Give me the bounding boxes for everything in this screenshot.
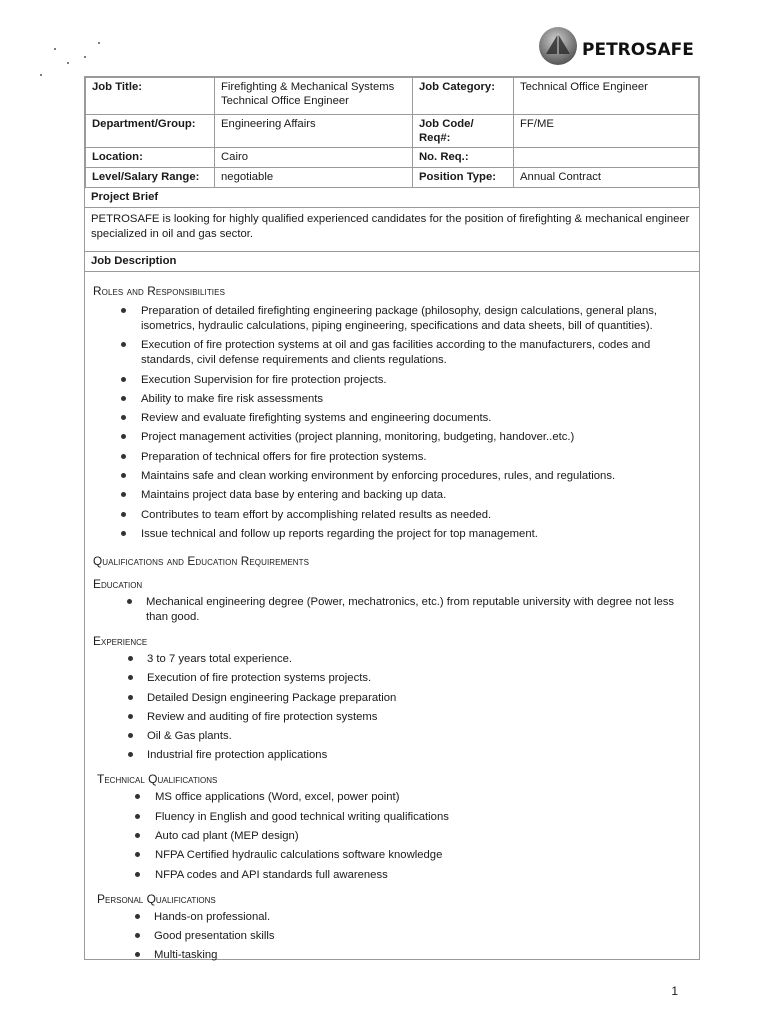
scan-speck <box>54 48 56 50</box>
list-item-text: Execution of fire protection systems projects. <box>147 672 372 685</box>
job-title-label: Job Title: <box>86 78 215 115</box>
list-item <box>91 469 693 484</box>
list-item-text: NFPA codes and API standards full awareness <box>155 868 388 881</box>
list-item-text: Execution of fire protection systems at oil and gas facilities according to the manufacturers, codes and standards, civil defense requirements and clients regulations. <box>141 339 651 367</box>
bullet-icon <box>121 512 126 517</box>
bullet-icon <box>121 342 126 347</box>
education-list <box>91 595 693 625</box>
bullet-icon <box>128 752 133 757</box>
qualifications-heading: Qualifications and Education Requirements <box>93 553 310 568</box>
list-item <box>91 691 693 706</box>
list-item <box>91 710 693 725</box>
no-req-label: No. Req.: <box>413 148 514 168</box>
technical-list <box>91 790 693 882</box>
list-item-text: Ability to make fire risk assessments <box>141 392 324 405</box>
list-item-text: 3 to 7 years total experience. <box>147 652 293 665</box>
bullet-icon <box>135 833 140 838</box>
petrosafe-logo-mark-icon <box>536 24 580 68</box>
bullet-icon <box>135 814 140 819</box>
list-item-text: Good presentation skills <box>154 929 275 942</box>
department-label: Department/Group: <box>86 115 215 148</box>
job-posting-frame <box>84 76 700 960</box>
list-item-text: Preparation of detailed firefighting engineering package (philosophy, design calculations, general plans, isometrics, hydraulic calculations, piping engineering, specifications and data sheets, bill of quantities). <box>141 305 658 332</box>
location-label: Location: <box>86 148 215 168</box>
list-item <box>91 450 693 465</box>
experience-heading: Experience <box>93 633 148 648</box>
list-item-text: Issue technical and follow up reports regarding the project for top management. <box>141 527 538 540</box>
list-item <box>91 868 693 883</box>
level-label: Level/Salary Range: <box>86 168 215 188</box>
job-description-heading: Job Description <box>85 252 699 272</box>
bullet-icon <box>135 952 140 957</box>
bullet-icon <box>121 492 126 497</box>
job-info-table <box>85 77 699 188</box>
bullet-icon <box>128 733 133 738</box>
bullet-icon <box>121 434 126 439</box>
list-item <box>91 929 693 944</box>
list-item <box>91 810 693 825</box>
list-item-text: Auto cad plant (MEP design) <box>155 830 299 843</box>
list-item <box>91 411 693 426</box>
list-item <box>91 508 693 523</box>
scan-speck <box>40 74 42 76</box>
list-item-text: Fluency in English and good technical writing qualifications <box>155 810 449 823</box>
table-row <box>86 168 699 188</box>
table-row <box>86 115 699 148</box>
list-item-text: Preparation of technical offers for fire protection systems. <box>141 450 427 463</box>
list-item-text: Mechanical engineering degree (Power, mechatronics, etc.) from reputable university with degree not less than good. <box>146 595 675 623</box>
list-item-text: Project management activities (project planning, monitoring, budgeting, handover..etc.) <box>141 431 575 444</box>
list-item-text: MS office applications (Word, excel, power point) <box>155 791 400 804</box>
list-item-text: Oil & Gas plants. <box>147 730 232 743</box>
list-item <box>91 430 693 445</box>
bullet-icon <box>135 852 140 857</box>
scan-speck <box>84 56 86 58</box>
scan-speck <box>67 62 69 64</box>
bullet-icon <box>128 714 133 719</box>
list-item <box>91 748 693 763</box>
position-type-value: Annual Contract <box>514 168 699 188</box>
roles-list <box>91 304 693 542</box>
page-number: 1 <box>671 984 678 998</box>
list-item <box>91 729 693 744</box>
list-item <box>91 304 693 334</box>
scan-speck <box>98 42 100 44</box>
list-item <box>91 373 693 388</box>
department-value: Engineering Affairs <box>215 115 413 148</box>
company-logo <box>536 14 694 78</box>
job-code-label: Job Code/ Req#: <box>413 115 514 148</box>
list-item-text: Maintains project data base by entering and backing up data. <box>141 489 447 502</box>
job-description-body <box>85 284 699 963</box>
bullet-icon <box>128 675 133 680</box>
list-item <box>91 392 693 407</box>
bullet-icon <box>121 473 126 478</box>
education-heading: Education <box>93 576 143 591</box>
job-category-value: Technical Office Engineer <box>514 78 699 115</box>
project-brief-text: PETROSAFE is looking for highly qualified experienced candidates for the position of firefighting & mechanical engineer specialized in oil and gas sector. <box>85 208 699 252</box>
list-item <box>91 848 693 863</box>
list-item <box>91 652 693 667</box>
bullet-icon <box>121 396 126 401</box>
project-brief-heading: Project Brief <box>85 188 699 208</box>
bullet-icon <box>121 454 126 459</box>
bullet-icon <box>135 933 140 938</box>
bullet-icon <box>128 656 133 661</box>
technical-heading: Technical Qualifications <box>97 772 218 787</box>
table-row <box>86 148 699 168</box>
personal-heading: Personal Qualifications <box>97 891 216 906</box>
personal-list <box>91 910 693 964</box>
bullet-icon <box>135 794 140 799</box>
job-category-label: Job Category: <box>413 78 514 115</box>
job-code-value: FF/ME <box>514 115 699 148</box>
list-item <box>91 338 693 368</box>
list-item-text: Review and auditing of fire protection systems <box>147 710 378 723</box>
job-title-value: Firefighting & Mechanical Systems Technical Office Engineer <box>215 78 413 115</box>
table-row <box>86 78 699 115</box>
level-value: negotiable <box>215 168 413 188</box>
list-item-text: Review and evaluate firefighting systems and engineering documents. <box>141 412 492 425</box>
experience-list <box>91 652 693 763</box>
list-item <box>91 488 693 503</box>
bullet-icon <box>128 695 133 700</box>
position-type-label: Position Type: <box>413 168 514 188</box>
list-item-text: Maintains safe and clean working environment by enforcing procedures, rules, and regulations. <box>141 470 616 483</box>
list-item <box>91 671 693 686</box>
bullet-icon <box>121 377 126 382</box>
list-item-text: Contributes to team effort by accomplishing related results as needed. <box>141 508 492 521</box>
bullet-icon <box>121 308 126 313</box>
bullet-icon <box>121 415 126 420</box>
list-item <box>91 790 693 805</box>
list-item <box>91 527 693 542</box>
roles-heading: Roles and Responsibilities <box>93 284 226 298</box>
bullet-icon <box>135 914 140 919</box>
location-value: Cairo <box>215 148 413 168</box>
bullet-icon <box>135 872 140 877</box>
list-item-text: Hands-on professional. <box>154 910 271 923</box>
list-item <box>91 829 693 844</box>
list-item-text: Detailed Design engineering Package preparation <box>147 691 397 704</box>
list-item-text: Execution Supervision for fire protection projects. <box>141 373 387 386</box>
no-req-value <box>514 148 699 168</box>
list-item-text: NFPA Certified hydraulic calculations software knowledge <box>155 849 443 862</box>
bullet-icon <box>127 599 132 604</box>
list-item-text: Multi-tasking <box>154 949 218 962</box>
list-item-text: Industrial fire protection applications <box>147 749 328 762</box>
list-item <box>91 595 693 625</box>
bullet-icon <box>121 531 126 536</box>
list-item <box>91 948 693 963</box>
company-name: PETROSAFE <box>582 40 694 60</box>
list-item <box>91 910 693 925</box>
